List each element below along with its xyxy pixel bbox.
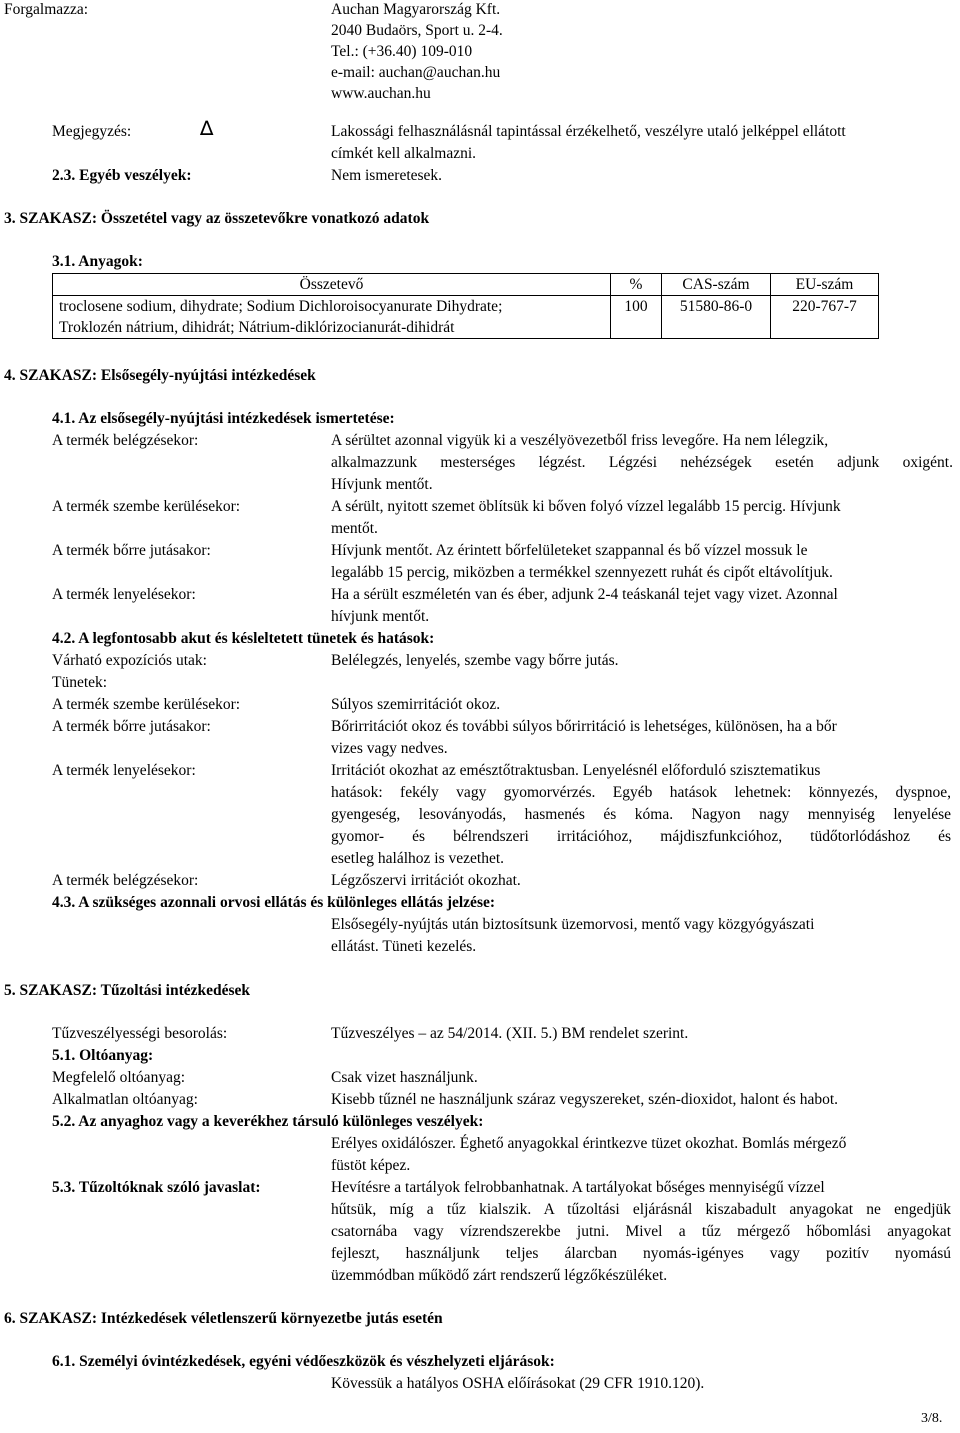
section-4-title: 4. SZAKASZ: Elsősegély-nyújtási intézkedések: [4, 367, 316, 384]
first-aid-eye-line-2: mentőt.: [331, 520, 378, 537]
section-5-title: 5. SZAKASZ: Tűzoltási intézkedések: [4, 982, 251, 999]
symptom-ingest-line-2: hatások: fekély vagy gyomorvérzés. Egyéb hatások lehetnek: könnyezés, dyspnoe,: [331, 784, 951, 801]
medical-care-line-2: ellátást. Tüneti kezelés.: [331, 938, 477, 955]
symptom-skin-line-2: vizes vagy nedves.: [331, 740, 448, 757]
distributor-label: Forgalmazza:: [4, 1, 89, 18]
symptoms-label: Tünetek:: [52, 674, 108, 691]
firefighter-advice-line-2: hűtsük, míg a tűz kialszik. A tűzoltási eljárásnál kiszabadult anyagokat ne engedjük: [331, 1201, 951, 1218]
symptom-ingest-line-3: gyengeség, lesoványodás, hasmenés és kóma. Nagyon nagy mennyiség lenyelése: [331, 806, 951, 823]
unsuitable-media-label: Alkalmatlan oltóanyag:: [52, 1091, 198, 1108]
distributor-website: www.auchan.hu: [331, 85, 431, 102]
ingredient-name: [53, 296, 611, 339]
symptom-ingest-line-1: Irritációt okozhat az emésztőtraktusban. Lenyelésnél előforduló szisztematikus: [331, 762, 821, 779]
section-4-2-heading: 4.2. A legfontosabb akut és késleltetett tünetek és hatások:: [52, 630, 435, 647]
first-aid-inhale-line-2: alkalmazzunk mesterséges légzést. Légzési nehézségek esetén adjunk oxigént.: [331, 454, 953, 471]
section-4-1-heading: 4.1. Az elsősegély-nyújtási intézkedések ismertetése:: [52, 410, 395, 427]
table-row: [53, 296, 879, 339]
distributor-name: Auchan Magyarország Kft.: [331, 1, 501, 18]
exposure-routes-label: Várható expozíciós utak:: [52, 652, 207, 669]
symptom-eye-label: A termék szembe kerülésekor:: [52, 696, 241, 713]
firefighter-advice-line-5: üzemmódban működő zárt rendszerű légzőkészüléket.: [331, 1267, 668, 1284]
first-aid-skin-line-1: Hívjunk mentőt. Az érintett bőrfelületeket szappannal és bő vízzel mossuk le: [331, 542, 808, 559]
ingredient-percent: 100: [611, 296, 662, 339]
tactile-warning-icon: ∆: [200, 116, 214, 140]
symptom-eye-value: Súlyos szemirritációt okoz.: [331, 696, 501, 713]
firefighter-advice-line-4: fejleszt, használjunk teljes álarcban nyomás-igényes vagy pozitív nyomású: [331, 1245, 951, 1262]
other-hazards-label: 2.3. Egyéb veszélyek:: [52, 167, 192, 184]
header-percent: %: [611, 274, 662, 296]
ingredient-name-line-2: Troklozén nátrium, dihidrát; Nátrium-diklórizocianurát-dihidrát: [59, 319, 455, 336]
symptom-skin-label: A termék bőrre jutásakor:: [52, 718, 211, 735]
first-aid-eye-line-1: A sérült, nyitott szemet öblítsük ki bőven folyó vízzel legalább 15 percig. Hívjunk: [331, 498, 841, 515]
suitable-media-value: Csak vizet használjunk.: [331, 1069, 478, 1086]
first-aid-ingest-line-2: hívjunk mentőt.: [331, 608, 430, 625]
header-cas: CAS-szám: [662, 274, 771, 296]
special-hazards-line-2: füstöt képez.: [331, 1157, 411, 1174]
symptom-ingest-line-4: gyomor- és bélrendszeri irritációhoz, májdiszfunkcióhoz, tüdőtorlódáshoz és: [331, 828, 951, 845]
section-3-1-heading: 3.1. Anyagok:: [52, 253, 143, 270]
special-hazards-line-1: Erélyes oxidálószer. Éghető anyagokkal érintkezve tüzet okozhat. Bomlás mérgező: [331, 1135, 847, 1152]
fire-class-label: Tűzveszélyességi besorolás:: [52, 1025, 228, 1042]
symptom-ingest-label: A termék lenyelésekor:: [52, 762, 196, 779]
medical-care-line-1: Elsősegély-nyújtás után biztosítsunk üzemorvosi, mentő vagy közgyógyászati: [331, 916, 815, 933]
header-eu: EU-szám: [771, 274, 879, 296]
section-6-title: 6. SZAKASZ: Intézkedések véletlenszerű környezetbe jutás esetén: [4, 1310, 443, 1327]
symptom-skin-line-1: Bőrirritációt okoz és további súlyos bőrirritáció is lehetséges, különösen, ha a bőr: [331, 718, 837, 735]
distributor-email: e-mail: auchan@auchan.hu: [331, 64, 501, 81]
first-aid-inhale-line-3: Hívjunk mentőt.: [331, 476, 433, 493]
section-3-title: 3. SZAKASZ: Összetétel vagy az összetevőkre vonatkozó adatok: [4, 210, 430, 227]
other-hazards-value: Nem ismeretesek.: [331, 167, 443, 184]
header-ingredient: Összetevő: [53, 274, 611, 296]
first-aid-eye-label: A termék szembe kerülésekor:: [52, 498, 241, 515]
ingredient-cas: 51580-86-0: [662, 296, 771, 339]
note-label: Megjegyzés:: [52, 123, 132, 140]
symptom-inhale-value: Légzőszervi irritációt okozhat.: [331, 872, 521, 889]
distributor-phone: Tel.: (+36.40) 109-010: [331, 43, 473, 60]
exposure-routes-value: Belélegzés, lenyelés, szembe vagy bőrre jutás.: [331, 652, 619, 669]
section-4-3-heading: 4.3. A szükséges azonnali orvosi ellátás és különleges ellátás jelzése:: [52, 894, 496, 911]
first-aid-inhale-line-1: A sérültet azonnal vigyük ki a veszélyövezetből friss levegőre. Ha nem lélegzik,: [331, 432, 829, 449]
symptom-ingest-line-5: esetleg halálhoz is vezethet.: [331, 850, 505, 867]
section-6-1-heading: 6.1. Személyi óvintézkedések, egyéni védőeszközök és vészhelyzeti eljárások:: [52, 1353, 555, 1370]
firefighter-advice-line-1: Hevítésre a tartályok felrobbanhatnak. A tartályokat bőséges mennyiségű vízzel: [331, 1179, 825, 1196]
section-5-3-heading: 5.3. Tűzoltóknak szóló javaslat:: [52, 1179, 261, 1196]
section-5-1-heading: 5.1. Oltóanyag:: [52, 1047, 154, 1064]
suitable-media-label: Megfelelő oltóanyag:: [52, 1069, 185, 1086]
unsuitable-media-value: Kisebb tűznél ne használjunk száraz vegyszereket, szén-dioxidot, halont és habot.: [331, 1091, 839, 1108]
section-5-2-heading: 5.2. Az anyaghoz vagy a keverékhez társuló különleges veszélyek:: [52, 1113, 484, 1130]
ingredient-eu: 220-767-7: [771, 296, 879, 339]
first-aid-ingest-line-1: Ha a sérült eszméletén van és éber, adjunk 2-4 teáskanál tejet vagy vizet. Azonnal: [331, 586, 838, 603]
firefighter-advice-line-3: csatornába vagy vízrendszerekbe jutni. Mivel a tűz mérgező hőbomlási anyagokat: [331, 1223, 951, 1240]
first-aid-skin-line-2: legalább 15 percig, miközben a termékkel szennyezett ruhát és cipőt eltávolítjuk.: [331, 564, 833, 581]
composition-table: [52, 273, 879, 339]
page-number: 3/8.: [921, 1411, 943, 1426]
note-line-1: Lakossági felhasználásnál tapintással érzékelhető, veszélyre utaló jelképpel ellátott: [331, 123, 846, 140]
note-line-2: címkét kell alkalmazni.: [331, 145, 477, 162]
first-aid-skin-label: A termék bőrre jutásakor:: [52, 542, 211, 559]
section-6-1-value: Kövessük a hatályos OSHA előírásokat (29 CFR 1910.120).: [331, 1375, 705, 1392]
table-header-row: [53, 274, 879, 296]
first-aid-ingest-label: A termék lenyelésekor:: [52, 586, 196, 603]
first-aid-inhale-label: A termék belégzésekor:: [52, 432, 199, 449]
fire-class-value: Tűzveszélyes – az 54/2014. (XII. 5.) BM rendelet szerint.: [331, 1025, 689, 1042]
distributor-address: 2040 Budaörs, Sport u. 2-4.: [331, 22, 503, 39]
ingredient-name-line-1: troclosene sodium, dihydrate; Sodium Dichloroisocyanurate Dihydrate;: [59, 298, 503, 315]
symptom-inhale-label: A termék belégzésekor:: [52, 872, 199, 889]
